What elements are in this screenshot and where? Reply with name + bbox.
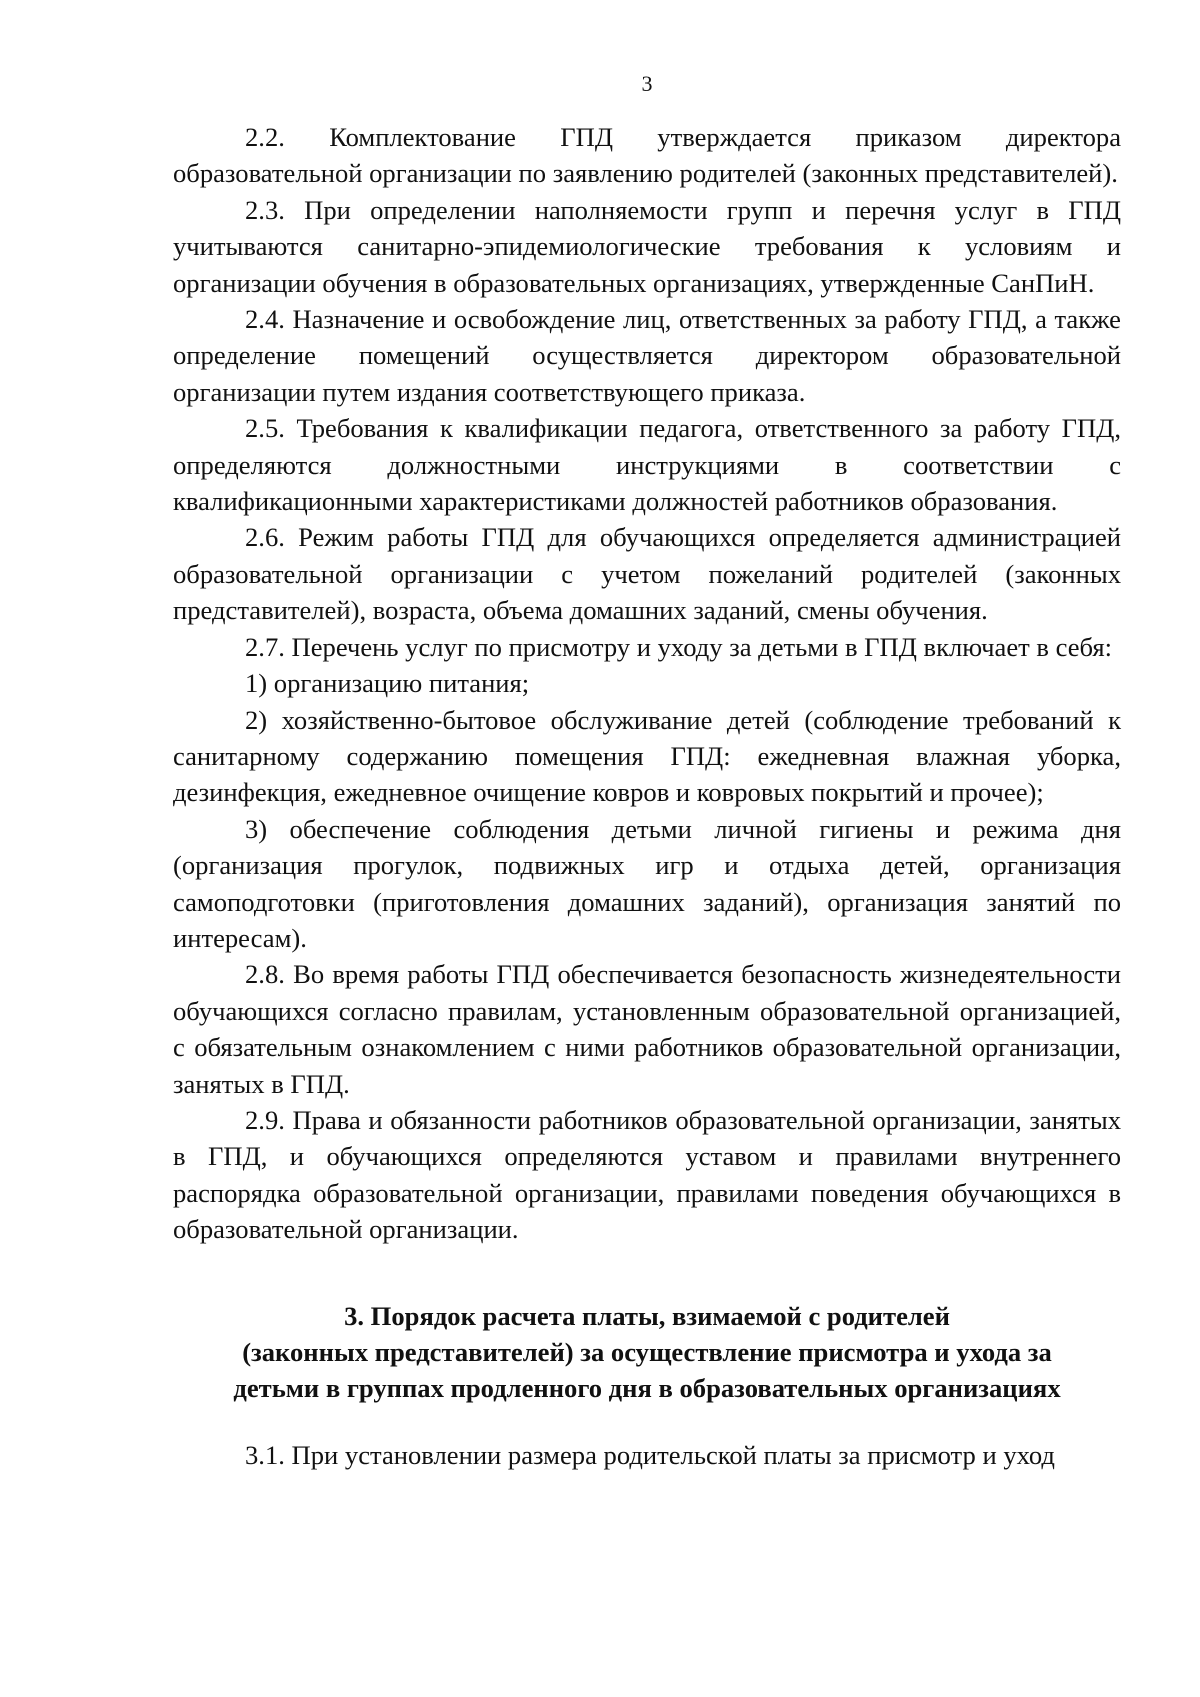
list-item-3: 3) обеспечение соблюдения детьми личной гигиены и режима дня (организация прогулок, подвижных игр и отдыха детей, организация самоподготовки (приготовления домашних заданий), организация занятий по интересам). [173, 813, 1121, 953]
section-heading-line-1: 3. Порядок расчета платы, взимаемой с родителей [344, 1300, 950, 1331]
section-heading-line-3: детьми в группах продленного дня в образовательных организациях [233, 1372, 1061, 1403]
list-item-1: 1) организацию питания; [245, 668, 530, 699]
paragraph-2-9: 2.9. Права и обязанности работников образовательной организации, занятых в ГПД, и обучающихся определяются уставом и правилами внутреннего распорядка образовательной организации, правилами поведения обучающихся в образовательной организации. [173, 1104, 1121, 1245]
paragraph-2-7: 2.7. Перечень услуг по присмотру и уходу за детьми в ГПД включает в себя: [245, 631, 1113, 662]
section-3-heading [173, 1298, 1121, 1406]
document-body [173, 119, 1121, 1473]
paragraph-2-6: 2.6. Режим работы ГПД для обучающихся определяется администрацией образовательной организации с учетом пожеланий родителей (законных представителей), возраста, объема домашних заданий, смены обучения. [173, 522, 1121, 626]
paragraph-2-3: 2.3. При определении наполняемости групп и перечня услуг в ГПД учитываются санитарно-эпидемиологические требования к условиям и организации обучения в образовательных организациях, утвержденные СанПиН. [173, 194, 1121, 298]
paragraph-2-5: 2.5. Требования к квалификации педагога, ответственного за работу ГПД, определяются должностными инструкциями в соответствии с квалификационными характеристиками должностей работников образования. [173, 413, 1121, 517]
paragraph-3-1: 3.1. При установлении размера родительской платы за присмотр и уход [245, 1439, 1055, 1470]
section-heading-line-2: (законных представителей) за осуществление присмотра и ухода за [242, 1336, 1052, 1367]
list-item-2: 2) хозяйственно-бытовое обслуживание детей (соблюдение требований к санитарному содержанию помещения ГПД: ежедневная влажная уборка, дезинфекция, ежедневное очищение ковров и ковровых покрытий и прочее); [173, 704, 1121, 808]
page-number: 3 [641, 71, 653, 96]
paragraph-2-2: 2.2. Комплектование ГПД утверждается приказом директора образовательной организации по заявлению родителей (законных представителей). [173, 122, 1121, 189]
paragraph-2-8: 2.8. Во время работы ГПД обеспечивается безопасность жизнедеятельности обучающихся согласно правилам, установленным образовательной организацией, с обязательным ознакомлением с ними работников образовательной организации, занятых в ГПД. [173, 959, 1121, 1099]
paragraph-2-4: 2.4. Назначение и освобождение лиц, ответственных за работу ГПД, а также определение помещений осуществляется директором образовательной организации путем издания соответствующего приказа. [173, 304, 1121, 407]
